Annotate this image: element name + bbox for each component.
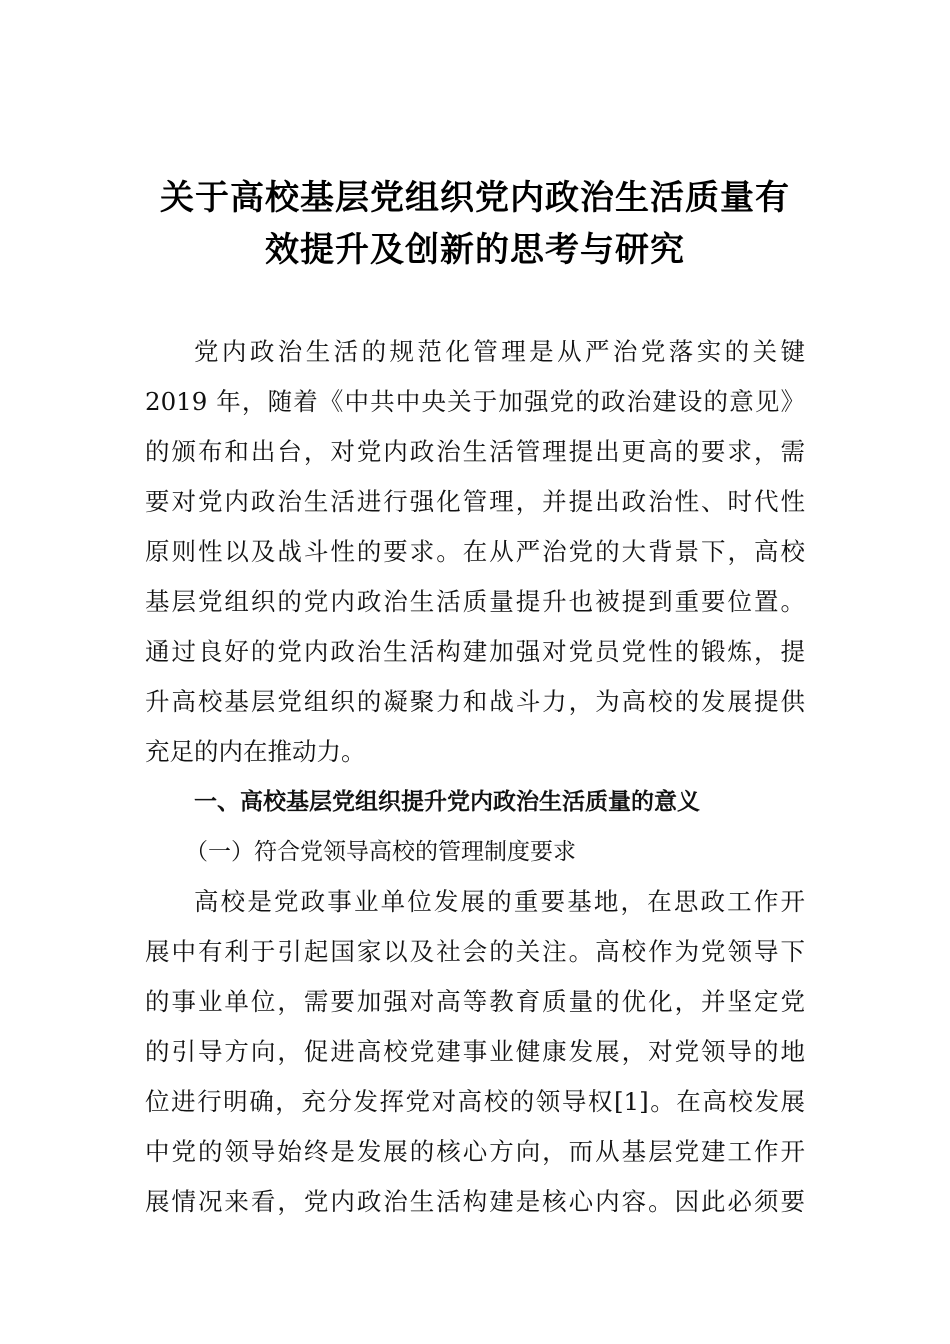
paragraph-2-line: 的事业单位，需要加强对高等教育质量的优化，并坚定党 [145, 987, 805, 1016]
paragraph-2-line: 展情况来看，党内政治生活构建是核心内容。因此必须要 [145, 1187, 805, 1216]
paragraph-1-line: 2019 年，随着《中共中央关于加强党的政治建设的意见》 [145, 387, 805, 416]
title-line-1: 关于高校基层党组织党内政治生活质量有 [160, 178, 790, 218]
paragraph-1-line: 要对党内政治生活进行强化管理，并提出政治性、时代性 [145, 487, 805, 516]
paragraph-1-line: 原则性以及战斗性的要求。在从严治党的大背景下，高校 [145, 537, 805, 566]
paragraph-1-line: 党内政治生活的规范化管理是从严治党落实的关键 [194, 337, 805, 366]
paragraph-2-line: 的引导方向，促进高校党建事业健康发展，对党领导的地 [145, 1037, 805, 1066]
document-body [145, 327, 805, 1227]
paragraph-1-line: 基层党组织的党内政治生活质量提升也被提到重要位置。 [145, 587, 805, 616]
paragraph-1-line: 充足的内在推动力。 [145, 737, 366, 766]
paragraph-2-line: 展中有利于引起国家以及社会的关注。高校作为党领导下 [145, 937, 805, 966]
title-line-2: 效提升及创新的思考与研究 [265, 230, 685, 270]
paragraph-2-line: 中党的领导始终是发展的核心方向，而从基层党建工作开 [145, 1137, 805, 1166]
paragraph-1-line: 升高校基层党组织的凝聚力和战斗力，为高校的发展提供 [145, 687, 805, 716]
document-title [145, 172, 805, 276]
paragraph-2-line: 高校是党政事业单位发展的重要基地，在思政工作开 [194, 887, 805, 916]
paragraph-1-line: 的颁布和出台，对党内政治生活管理提出更高的要求，需 [145, 437, 805, 466]
subsection-heading: （一）符合党领导高校的管理制度要求 [185, 839, 576, 865]
paragraph-2-line: 位进行明确，充分发挥党对高校的领导权[1]。在高校发展 [145, 1087, 805, 1116]
paragraph-1-line: 通过良好的党内政治生活构建加强对党员党性的锻炼，提 [145, 637, 805, 666]
section-heading: 一、高校基层党组织提升党内政治生活质量的意义 [194, 789, 700, 815]
